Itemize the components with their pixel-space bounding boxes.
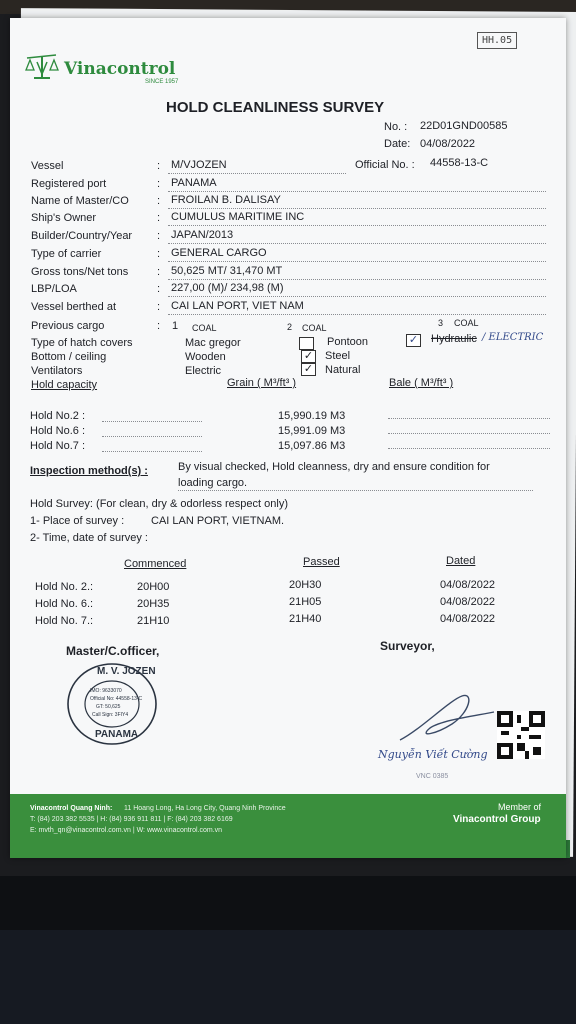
field-label: LBP/LOA — [31, 283, 77, 295]
official-no: 44558-13-C — [430, 157, 489, 169]
field-value: JAPAN/2013 — [171, 229, 234, 241]
hold-rule — [102, 421, 202, 422]
ref-date-label: Date: — [384, 138, 411, 150]
steel-label: Steel — [325, 350, 351, 362]
cargo-2: COAL — [302, 323, 327, 333]
hold-bale-rule — [388, 418, 550, 419]
schedule-hold: Hold No. 6.: — [35, 598, 94, 610]
inspection-line2: loading cargo. — [178, 477, 248, 489]
footer-member-of: Member of — [498, 802, 542, 812]
natural-checkbox[interactable]: ✓ — [301, 363, 316, 376]
steel-checkbox[interactable]: ✓ — [301, 350, 316, 363]
field-rule — [168, 173, 346, 174]
footer-band — [10, 794, 566, 858]
schedule-dated: 04/08/2022 — [440, 579, 496, 591]
hydraulic-checkbox[interactable]: ✓ — [406, 334, 421, 347]
hold-rule — [102, 436, 202, 437]
field-label: Ship's Owner — [31, 212, 97, 224]
schedule-passed: 21H05 — [289, 596, 322, 608]
field-colon: : — [157, 160, 161, 172]
cargo-3-index: 3 — [438, 318, 444, 328]
seal-line-3: GT: 50,625 — [96, 704, 121, 710]
survey-document: HH.05 Vinacontrol SINCE 1957 HOLD CLEANLINESS SURVEY No. : 22D01GND00585 Date: 04/08/2022 Vessel : M/VJOZEN Registered port : PANAMA Name of Master/CO : FROILAN B. DALISAY Ship's Owner : CUMULUS MARITIME INC Builder/Country/Year : JAPAN/2013 Type of carrier : GENERAL CARGO Gross tons/Net tons : 50,625 MT/ 31,470 MT LBP/LOA : 227,00 (M)/ 234,98 (M) Vessel berthed at : CAI LAN PORT, VIET NAM Official No. : 44558-13-C Previous cargo : 1 COAL 2 COAL 3 COAL Type of hatch covers Mac gregor Pontoon ✓ Hydraulic / ELECTRIC Bottom / ceiling Wooden ✓ Steel Ventilators Electric ✓ Natural Hold capacity Grain ( M³/ft³ ) Bale ( M³/ft³ ) Hold No.2 : 15,990.19 M3 Hold No.6 : 15,991.09 M3 Hold No.7 : 15,097.86 M3 Inspection method(s) : By visual checked, Hold cleanness, dry and ensure condition for loading cargo. Hold Survey: (For clean, dry & odorless respect only) 1- Place of survey : CAI LAN PORT, VIETNAM. 2- Time, date of survey : Commenced Passed Dated Hold No. 2.: 20H00 20H30 04/08/2022 Hold No. 6.: 20H35 21H05 04/08/2022 Hold No. 7.: 21H10 21H40 04/08/2022 Master/C.officer, Surveyor, M. V. JOZEN PANAMA IMO: 9633070 Official No: 44558-13-C GT: 50,625 Call Sign: 3FIY4 Nguyễn Viết Cường VNC 0385 Vinacontrol Quang Ninh: 11 Hoang Long, Ha Long City, Quang Ninh Province T: (84) 203 382 5535 | H: (84) 936 911 811 | F: (84) 203 382 6169 E: mvth_qn@vinacontrol.com.vn | W: www.vinacontrol.com.vn Member of Vinacontrol Group — [10, 18, 566, 858]
pontoon-checkbox[interactable] — [299, 337, 314, 350]
footer-emails: E: mvth_qn@vinacontrol.com.vn | W: www.vinacontrol.com.vn — [30, 827, 223, 834]
surveyor-signature — [390, 690, 500, 750]
brand-since: SINCE 1957 — [145, 79, 179, 85]
field-rule — [168, 208, 546, 209]
field-label: Name of Master/CO — [31, 195, 129, 207]
cargo-2-index: 2 — [287, 322, 293, 332]
hold-rule — [102, 451, 202, 452]
schedule-commenced: 20H00 — [137, 581, 170, 593]
field-value: 50,625 MT/ 31,470 MT — [171, 265, 283, 277]
schedule-commenced: 21H10 — [137, 615, 170, 627]
field-value: GENERAL CARGO — [171, 247, 267, 259]
hatch-type: Mac gregor — [185, 337, 241, 349]
survey-intro: Hold Survey: (For clean, dry & odorless respect only) — [30, 498, 288, 510]
field-colon: : — [157, 266, 161, 278]
seal-top-text: M. V. JOZEN — [97, 666, 156, 677]
natural-label: Natural — [325, 364, 361, 376]
field-label: Type of carrier — [31, 248, 102, 260]
inspection-label: Inspection method(s) : — [30, 465, 148, 477]
master-signature-label: Master/C.officer, — [66, 644, 160, 658]
field-colon: : — [157, 178, 161, 190]
field-label: Registered port — [31, 178, 107, 190]
schedule-commenced: 20H35 — [137, 598, 170, 610]
surveyor-code: VNC 0385 — [416, 773, 449, 780]
field-value: FROILAN B. DALISAY — [171, 194, 281, 206]
field-rule — [168, 296, 546, 297]
hold-bale-rule — [388, 448, 550, 449]
form-code-stamp: HH.05 — [477, 32, 517, 49]
hold-label: Hold No.7 : — [30, 440, 86, 452]
field-colon: : — [157, 283, 161, 295]
scale-logo-icon — [24, 54, 60, 82]
time-label: 2- Time, date of survey : — [30, 532, 148, 544]
hold-grain-value: 15,097.86 M3 — [278, 440, 346, 452]
inspection-line1: By visual checked, Hold cleanness, dry and ensure condition for — [178, 461, 490, 473]
ref-date: 04/08/2022 — [420, 138, 476, 150]
field-value: M/VJOZEN — [171, 159, 227, 171]
place-label: 1- Place of survey : — [30, 515, 125, 527]
hold-label: Hold No.6 : — [30, 425, 86, 437]
field-value: CAI LAN PORT, VIET NAM — [171, 300, 304, 312]
field-label: Gross tons/Net tons — [31, 266, 129, 278]
document-title: HOLD CLEANLINESS SURVEY — [166, 99, 385, 116]
surveyor-signature-label: Surveyor, — [380, 639, 435, 653]
schedule-passed: 20H30 — [289, 579, 322, 591]
hold-grain-value: 15,991.09 M3 — [278, 425, 346, 437]
field-rule — [168, 261, 546, 262]
hold-bale-rule — [388, 433, 550, 434]
footer-address: 11 Hoang Long, Ha Long City, Quang Ninh Province — [124, 805, 286, 812]
field-label: Builder/Country/Year — [31, 230, 133, 242]
bottom-type: Wooden — [185, 351, 226, 363]
brand-name: Vinacontrol — [64, 59, 176, 79]
qr-code — [497, 711, 545, 759]
seal-line-2: Official No: 44558-13-C — [90, 696, 143, 702]
schedule-passed: 21H40 — [289, 613, 322, 625]
vinacontrol-logo — [24, 52, 184, 92]
field-value: PANAMA — [171, 177, 217, 189]
cargo-1-index: 1 — [172, 320, 179, 332]
field-rule — [168, 225, 546, 226]
passed-header: Passed — [303, 556, 340, 568]
schedule-dated: 04/08/2022 — [440, 596, 496, 608]
ventilators-type: Electric — [185, 365, 222, 377]
hydraulic-label: Hydraulic — [431, 333, 477, 345]
schedule-hold: Hold No. 2.: — [35, 581, 94, 593]
ref-no: 22D01GND00585 — [420, 120, 508, 132]
field-rule — [168, 279, 546, 280]
field-value: CUMULUS MARITIME INC — [171, 211, 305, 223]
field-colon: : — [157, 195, 161, 207]
previous-cargo-label: Previous cargo — [31, 320, 105, 332]
official-no-label: Official No. : — [355, 159, 415, 171]
place-value: CAI LAN PORT, VIETNAM. — [151, 515, 285, 527]
field-label: Vessel berthed at — [31, 301, 117, 313]
bale-header: Bale ( M³/ft³ ) — [389, 377, 454, 389]
bottom-label: Bottom / ceiling — [31, 351, 107, 363]
field-label: Vessel — [31, 160, 64, 172]
field-colon: : — [157, 230, 161, 242]
field-colon: : — [157, 248, 161, 260]
footer-phones: T: (84) 203 382 5535 | H: (84) 936 911 811 | F: (84) 203 382 6169 — [30, 816, 233, 823]
footer-office: Vinacontrol Quang Ninh: — [30, 805, 113, 812]
field-rule — [168, 314, 546, 315]
seal-line-1: IMO: 9633070 — [90, 688, 122, 694]
commenced-header: Commenced — [124, 558, 187, 570]
field-rule — [168, 191, 546, 192]
hold-grain-value: 15,990.19 M3 — [278, 410, 346, 422]
electric-handwritten: / ELECTRIC — [482, 332, 544, 343]
ref-no-label: No. : — [384, 121, 408, 133]
field-colon: : — [157, 212, 161, 224]
field-rule — [168, 243, 546, 244]
pontoon-label: Pontoon — [327, 336, 368, 348]
schedule-hold: Hold No. 7.: — [35, 615, 94, 627]
cargo-3: COAL — [454, 318, 479, 328]
seal-line-4: Call Sign: 3FIY4 — [92, 712, 129, 718]
field-colon: : — [157, 301, 161, 313]
hatch-label: Type of hatch covers — [31, 337, 133, 349]
dated-header: Dated — [446, 555, 476, 567]
hold-capacity-label: Hold capacity — [31, 379, 98, 391]
cargo-1: COAL — [192, 323, 217, 333]
ventilators-label: Ventilators — [31, 365, 83, 377]
grain-header: Grain ( M³/ft³ ) — [227, 377, 297, 389]
footer-group: Vinacontrol Group — [453, 814, 541, 825]
floor-band — [0, 930, 576, 1024]
schedule-dated: 04/08/2022 — [440, 613, 496, 625]
hold-label: Hold No.2 : — [30, 410, 86, 422]
surveyor-name: Nguyễn Viết Cường — [378, 748, 488, 761]
field-value: 227,00 (M)/ 234,98 (M) — [171, 282, 284, 294]
seal-bottom-text: PANAMA — [95, 729, 139, 740]
